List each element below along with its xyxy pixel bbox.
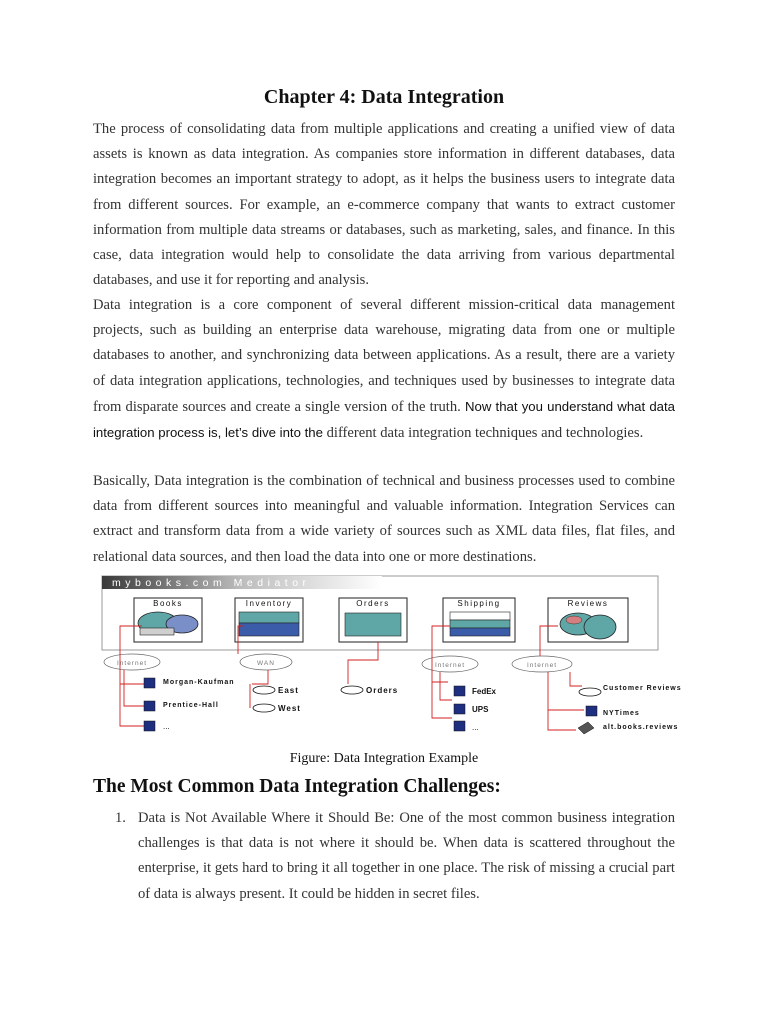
- svg-text:alt.books.reviews: alt.books.reviews: [603, 724, 679, 731]
- document-icon: [144, 701, 155, 711]
- svg-text:West: West: [278, 704, 301, 713]
- document-icon: [144, 678, 155, 688]
- svg-text:...: ...: [472, 723, 479, 732]
- paragraph-1-text: The process of consolidating data from multiple applications and creating a unified view of data assets is known as data integration. As companies store information in different databases, data integration becomes an important strategy to adopt, as it helps the business users to integrate data from different sources. For example, an e-commerce company that wants to extract customer information from multiple data streams or databases, such as marketing, sales, and finance. In this case, data integration would help to consolidate the data arriving from various departmental databases, and use it for reporting and analysis.: [93, 121, 675, 289]
- list-item: [93, 806, 675, 907]
- cloud-wan: [240, 654, 292, 670]
- paragraph-basically: [93, 469, 675, 570]
- svg-text:...: ...: [163, 722, 170, 731]
- books-sources: [144, 678, 235, 731]
- books-label: Books: [153, 599, 183, 608]
- paragraph-2-part-a: Data integration is a core component of several different mission-critical data management projects, such as building an enterprise data warehouse, migrating data from one or multiple databases to another, and synchronizing data between applications. As a result, there are a variety of data integration applications, technologies, and techniques used by businesses to integrate data from disparate sources and create a single version of the truth.: [93, 297, 675, 415]
- paragraph-2-part-b: Now that you understand what data integration process is, let’s dive into the: [93, 398, 675, 441]
- svg-text:Orders: Orders: [366, 686, 399, 695]
- document-icon: [586, 706, 597, 716]
- paragraph-2-text: [93, 293, 675, 446]
- document-icon: [454, 721, 465, 731]
- newsgroup-icon: [578, 722, 594, 734]
- cloud-internet-3: [512, 656, 572, 672]
- inventory-label: Inventory: [245, 599, 293, 608]
- svg-text:Internet: Internet: [434, 662, 466, 669]
- section-heading: The Most Common Data Integration Challenges:: [93, 776, 501, 797]
- svg-text:Morgan-Kaufman: Morgan-Kaufman: [163, 679, 235, 686]
- svg-text:FedEx: FedEx: [472, 687, 497, 696]
- svg-text:East: East: [278, 686, 299, 695]
- svg-text:WAN: WAN: [257, 660, 275, 667]
- reviews-label: Reviews: [567, 599, 609, 608]
- figure-caption: Figure: Data Integration Example: [289, 751, 479, 766]
- mediator-banner-text: mybooks.com Mediator: [112, 577, 311, 589]
- svg-text:Internet: Internet: [116, 660, 148, 667]
- list-item-number: 1.: [115, 810, 126, 826]
- shipping-box: [443, 598, 515, 642]
- svg-text:Internet: Internet: [526, 662, 558, 669]
- cloud-internet-1: [104, 654, 160, 670]
- document-icon: [144, 721, 155, 731]
- svg-text:UPS: UPS: [472, 705, 489, 714]
- database-icon: [253, 704, 275, 712]
- paragraph-intro: [93, 117, 675, 293]
- shipping-label: Shipping: [457, 599, 501, 608]
- data-integration-figure: [100, 572, 682, 744]
- reviews-box: [548, 598, 628, 642]
- document-icon: [454, 686, 465, 696]
- chapter-title: Chapter 4: Data Integration: [263, 86, 505, 108]
- books-box: [134, 598, 202, 642]
- paragraph-3-text: Basically, Data integration is the combination of technical and business processes used to combine data from different sources into meaningful and valuable information. Integration Services can extract and transform data from a wide variety of sources such as XML data files, flat files, and relational data sources, and then load the data into one or more destinations.: [93, 473, 675, 565]
- document-icon: [454, 704, 465, 714]
- cloud-internet-2: [422, 656, 478, 672]
- paragraph-core-component: [93, 293, 675, 446]
- shipping-sources: [454, 686, 497, 732]
- inventory-sources: [253, 686, 301, 713]
- list-item-text: Data is Not Available Where it Should Be: One of the most common business integration challenges is that data is not where it should be. When data is scattered throughout the enterprise, it gets hard to bring it all together in one place. The risk of missing a crucial part of data is always present. It could be hidden in secret files.: [138, 810, 675, 902]
- inventory-box: [235, 598, 303, 642]
- database-icon: [253, 686, 275, 694]
- orders-sources: [341, 686, 398, 695]
- database-icon: [341, 686, 363, 694]
- svg-text:Customer Reviews: Customer Reviews: [603, 685, 682, 692]
- svg-text:Prentice-Hall: Prentice-Hall: [163, 702, 219, 709]
- database-icon: [579, 688, 601, 696]
- orders-box: [339, 598, 407, 642]
- challenges-list: [93, 806, 675, 907]
- orders-label: Orders: [356, 599, 390, 608]
- svg-text:NYTimes: NYTimes: [603, 710, 640, 717]
- paragraph-2-part-c: different data integration techniques and technologies.: [326, 425, 644, 442]
- reviews-sources: [578, 685, 682, 734]
